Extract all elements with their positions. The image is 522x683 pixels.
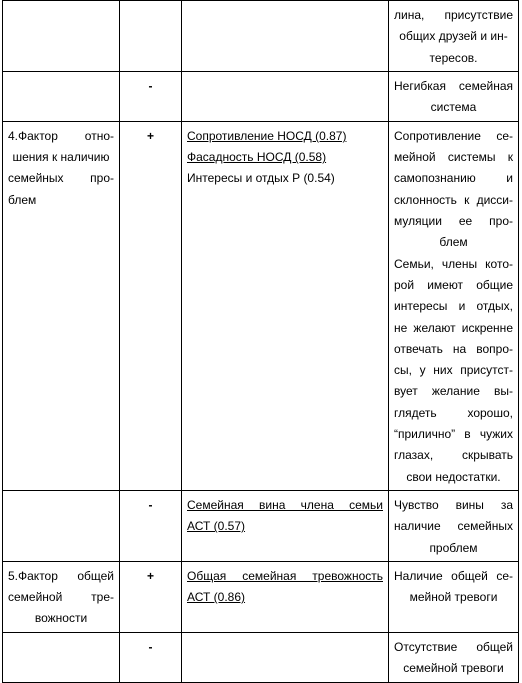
factor-text-line: шения к наличию: [12, 150, 110, 165]
description-line: не желают искренне: [394, 320, 513, 335]
description-cell: [389, 121, 519, 490]
scales-cell: [182, 632, 389, 682]
description-line: тересов.: [429, 50, 478, 65]
description-line: глядеть хорошо,: [394, 405, 513, 420]
description-line: Семьи, члены кото-: [394, 256, 513, 271]
description-line: Негибкая семейная: [394, 78, 513, 93]
factor-cell: [3, 121, 120, 490]
scale-item: Общая семейная тревожность: [187, 568, 383, 583]
correlation-sign: +: [146, 128, 154, 143]
correlation-sign: -: [148, 639, 153, 654]
description-cell: [389, 632, 519, 682]
description-cell: [389, 1, 519, 72]
description-line: самопознанию и: [394, 171, 513, 186]
correlation-sign: -: [148, 497, 153, 512]
scale-item: АСТ (0.57): [187, 519, 246, 534]
scale-item: Интересы и отдых Р (0.54): [187, 171, 335, 186]
results-table: [2, 0, 519, 683]
table-row: [3, 121, 519, 490]
description-line: свои недостатки.: [406, 469, 501, 484]
description-line: лина, присутствие: [394, 8, 513, 22]
description-line: сы, у них присутст-: [394, 363, 513, 378]
description-cell: [389, 71, 519, 121]
sign-cell: [120, 632, 182, 682]
scales-cell: [182, 71, 389, 121]
factor-cell: [3, 71, 120, 121]
factor-cell: [3, 632, 120, 682]
description-line: вует желание вы-: [394, 384, 513, 399]
description-line: Отсутствие общей: [394, 639, 513, 654]
factor-text-line: семейных про-: [8, 171, 114, 186]
scales-cell: [182, 121, 389, 490]
factor-text-line: блем: [8, 192, 37, 207]
scale-item: Фасадность НОСД (0.58): [187, 150, 327, 165]
description-line: общих друзей и ин-: [399, 29, 508, 44]
table-row: [3, 632, 519, 682]
table-row: [3, 71, 519, 121]
description-line: блем: [439, 235, 468, 250]
sign-cell: [120, 490, 182, 561]
scale-item: АСТ (0.86): [187, 590, 246, 605]
description-line: муляции ее про-: [394, 214, 513, 229]
description-cell: [389, 561, 519, 632]
description-line: наличие семейных: [394, 519, 513, 534]
sign-cell: [120, 71, 182, 121]
scales-cell: [182, 561, 389, 632]
description-cell: [389, 490, 519, 561]
table-body: [3, 1, 519, 683]
factor-cell: [3, 1, 120, 72]
description-line: Наличие общей се-: [394, 568, 513, 583]
description-line: глазах, скрывать: [394, 448, 513, 463]
table-row: [3, 1, 519, 72]
description-line: система: [430, 100, 477, 115]
description-line: склонность к дисси-: [394, 192, 513, 207]
description-line: проблем: [429, 540, 478, 555]
scale-item: Сопротивление НОСД (0.87): [187, 128, 347, 143]
factor-cell: [3, 490, 120, 561]
factor-text-line: 5.Фактор общей: [8, 568, 114, 583]
correlation-sign: +: [146, 568, 154, 583]
scales-cell: [182, 490, 389, 561]
description-line: интересы и отдых,: [394, 299, 513, 314]
table-row: [3, 490, 519, 561]
factor-text-line: 4.Фактор отно-: [8, 128, 114, 143]
description-line: отвечать на вопро-: [394, 341, 513, 356]
scale-item: Семейная вина члена семьи: [187, 497, 383, 512]
scales-cell: [182, 1, 389, 72]
factor-cell: [3, 561, 120, 632]
description-line: семейной тревоги: [403, 661, 504, 676]
factor-text-line: семейной тре-: [8, 590, 114, 605]
description-line: Чувство вины за: [394, 497, 513, 512]
correlation-sign: -: [148, 78, 153, 93]
description-line: “прилично” в чужих: [394, 427, 513, 442]
sign-cell: [120, 1, 182, 72]
table-row: [3, 561, 519, 632]
description-line: Сопротивление се-: [394, 128, 513, 143]
description-line: мейной тревоги: [409, 590, 498, 605]
description-line: рой имеют общие: [394, 277, 513, 292]
sign-cell: [120, 561, 182, 632]
factor-text-line: вожности: [34, 611, 88, 626]
sign-cell: [120, 121, 182, 490]
description-line: мейной системы к: [394, 150, 513, 165]
